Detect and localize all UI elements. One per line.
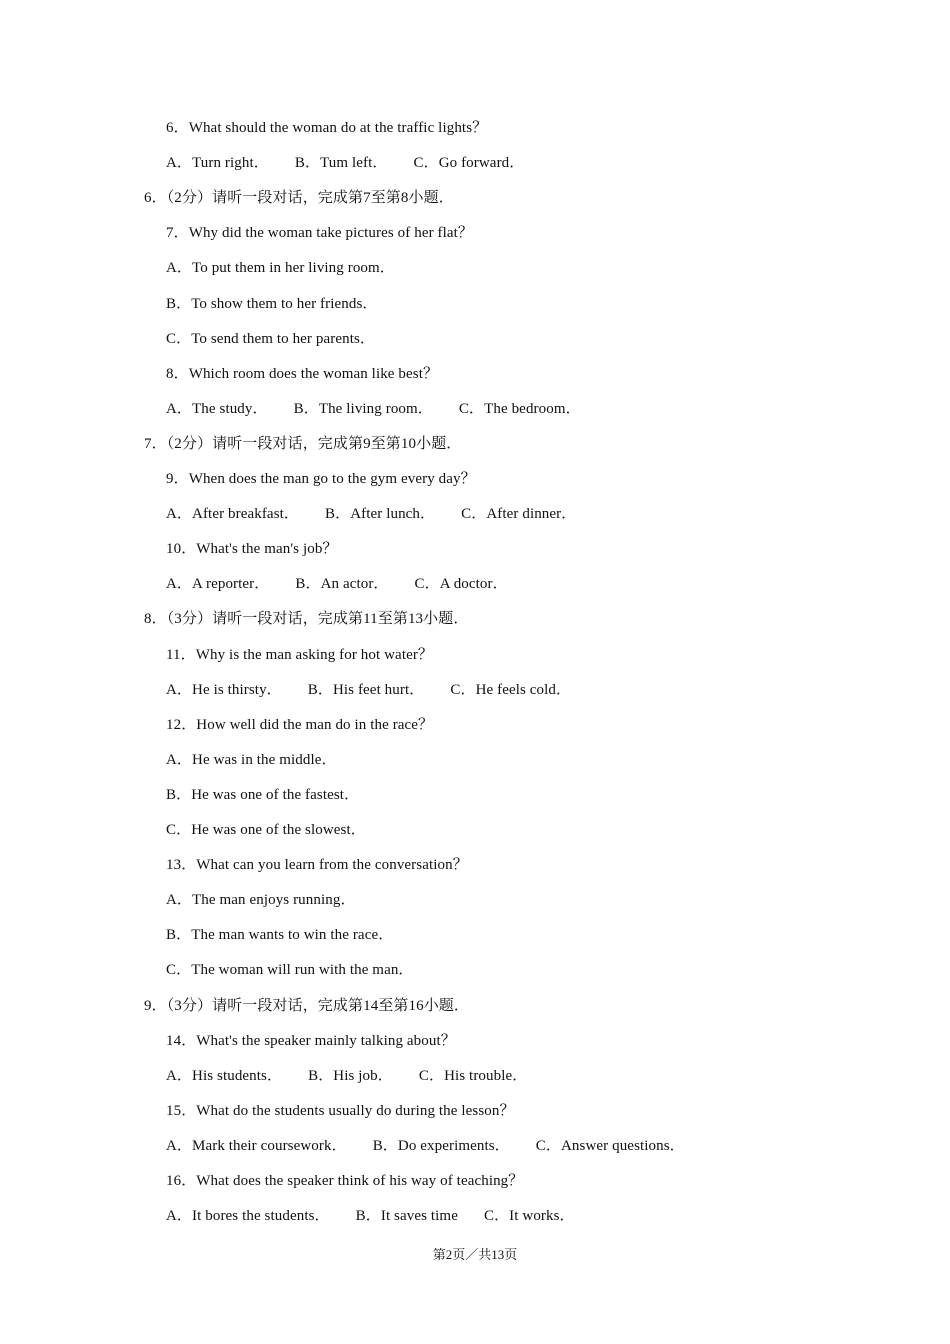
option-row <box>166 504 576 524</box>
question-text: 7．Why did the woman take pictures of her flat？ <box>166 225 474 242</box>
answer-option: C．His trouble． <box>418 1067 528 1084</box>
answer-option: B．After lunch． <box>325 506 436 523</box>
answer-option: B．His job． <box>308 1067 393 1084</box>
question-text: 8．Which room does the woman like best？ <box>166 365 439 382</box>
answer-option: A．The man enjoys running． <box>166 892 356 909</box>
answer-option: B．It saves time <box>355 1208 458 1225</box>
answer-option: C．The woman will run with the man． <box>166 962 414 979</box>
answer-option: B．To show them to her friends． <box>166 295 378 312</box>
answer-option: C．A doctor． <box>414 576 508 593</box>
option-row <box>166 1206 575 1226</box>
question-text: 14．What's the speaker mainly talking about？ <box>166 1032 456 1049</box>
answer-option: C．The bedroom． <box>458 400 581 417</box>
answer-option: A．He was in the middle． <box>166 751 337 768</box>
answer-option: C．After dinner． <box>461 506 577 523</box>
answer-option: A．Turn right． <box>166 155 269 172</box>
answer-option: A．He is thirsty． <box>166 681 282 698</box>
answer-option: B．His feet hurt． <box>307 681 425 698</box>
answer-option: A．After breakfast． <box>166 506 299 523</box>
option-row <box>166 399 581 419</box>
question-text: 13．What can you learn from the conversation？ <box>166 857 468 874</box>
option-row <box>166 1066 527 1086</box>
question-text: 11．Why is the man asking for hot water？ <box>166 646 434 663</box>
answer-option: C．He was one of the slowest． <box>166 822 366 838</box>
answer-option: B．The living room． <box>293 400 433 417</box>
answer-option: A．It bores the students． <box>166 1208 330 1225</box>
section-heading: 8．（3分）请听一段对话，完成第11至第13小题． <box>144 611 469 628</box>
option-row <box>166 680 571 700</box>
answer-option: A．His students． <box>166 1067 283 1084</box>
section-heading: 6．（2分）请听一段对话，完成第7至第8小题． <box>144 190 454 207</box>
question-text: 12．How well did the man do in the race？ <box>166 716 434 733</box>
question-text: 15．What do the students usually do during the lesson？ <box>166 1102 515 1119</box>
question-text: 6．What should the woman do at the traffic lights？ <box>166 120 488 136</box>
answer-option: A．The study． <box>166 400 268 417</box>
answer-option: C．Answer questions． <box>535 1137 685 1154</box>
page-footer: 第2页／共13页 <box>432 1247 518 1262</box>
answer-option: B．An actor． <box>295 576 389 593</box>
answer-option: B．He was one of the fastest． <box>166 786 360 803</box>
answer-option: A．To put them in her living room． <box>166 260 395 277</box>
question-text: 9．When does the man go to the gym every day？ <box>166 471 476 487</box>
question-text: 10．What's the man's job？ <box>166 541 338 558</box>
option-row <box>166 153 524 173</box>
answer-option: C．Go forward． <box>413 155 525 172</box>
answer-option: B．The man wants to win the race． <box>166 927 394 944</box>
answer-option: B．Do experiments． <box>372 1137 510 1154</box>
option-row <box>166 1136 685 1156</box>
answer-option: B．Tum left． <box>294 155 388 172</box>
answer-option: C．To send them to her parents． <box>166 330 375 347</box>
section-heading: 9．（3分）请听一段对话，完成第14至第16小题． <box>144 997 470 1014</box>
section-heading: 7．（2分）请听一段对话，完成第9至第10小题． <box>144 435 462 452</box>
answer-option: A．A reporter． <box>166 576 270 593</box>
answer-option: C．He feels cold． <box>450 681 572 698</box>
question-text: 16．What does the speaker think of his way of teaching？ <box>166 1173 524 1189</box>
answer-option: C．It works． <box>483 1208 575 1225</box>
option-row <box>166 574 508 594</box>
answer-option: A．Mark their coursework． <box>166 1137 347 1154</box>
